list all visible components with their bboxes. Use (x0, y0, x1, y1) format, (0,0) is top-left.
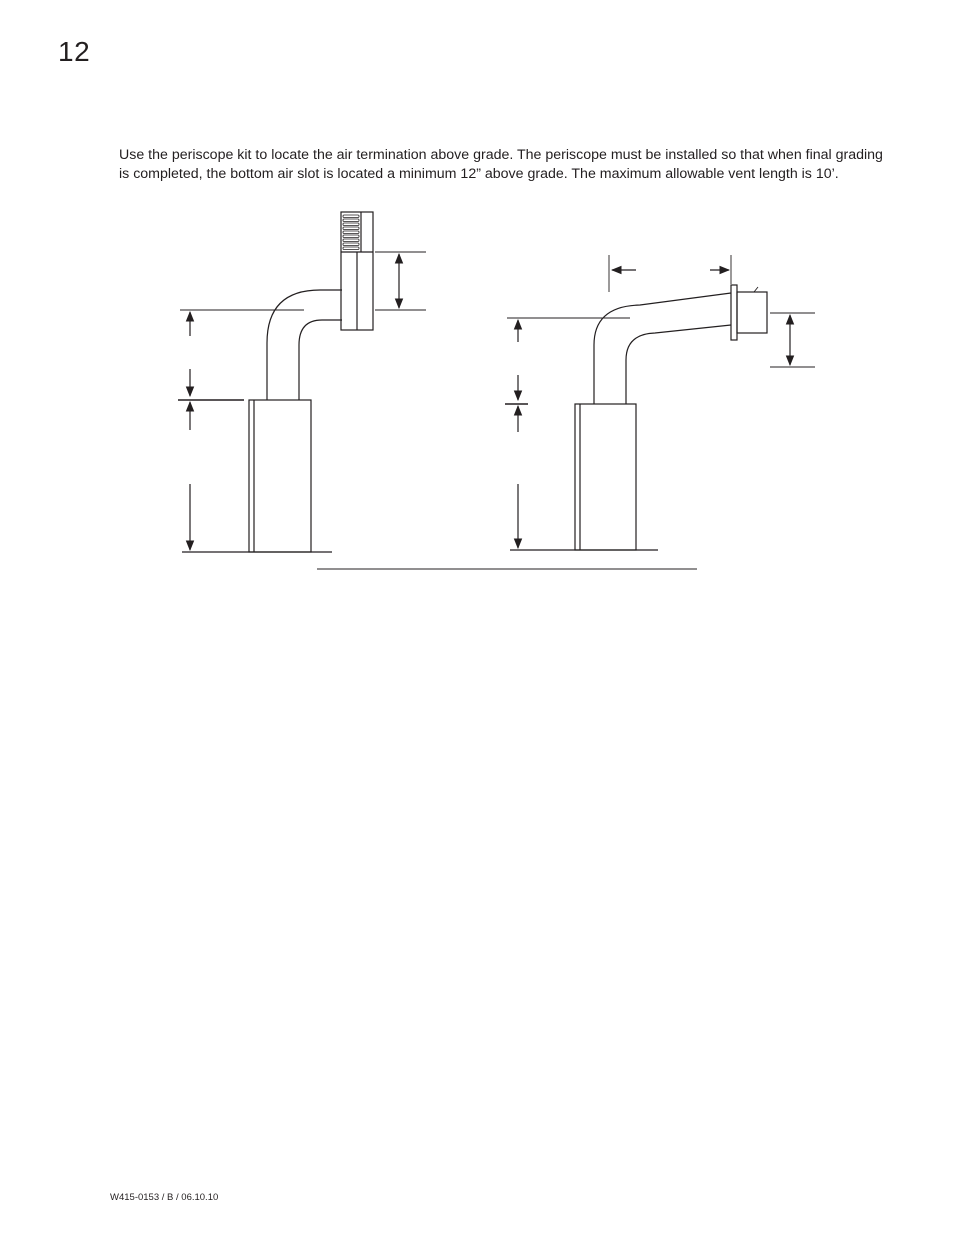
right-termination-cap (737, 292, 767, 333)
intro-paragraph: Use the periscope kit to locate the air termination above grade. The periscope must be installed so that when final grading is completed, the bottom air slot is located a minimum 12” above grade. The maximum allowable vent length is 10’. (119, 147, 883, 182)
right-termination-flange (731, 285, 737, 340)
footer-document-code: W415-0153 / B / 06.10.10 (110, 1192, 219, 1203)
page-number: 12 (58, 36, 91, 67)
left-unit-box (249, 400, 311, 552)
left-periscope-figure (178, 212, 426, 552)
left-elbow-pipe (267, 290, 342, 400)
right-termination-figure (505, 255, 815, 550)
right-unit-box (575, 404, 636, 550)
left-air-slots (343, 215, 359, 250)
right-elbow-pipe (594, 293, 731, 404)
